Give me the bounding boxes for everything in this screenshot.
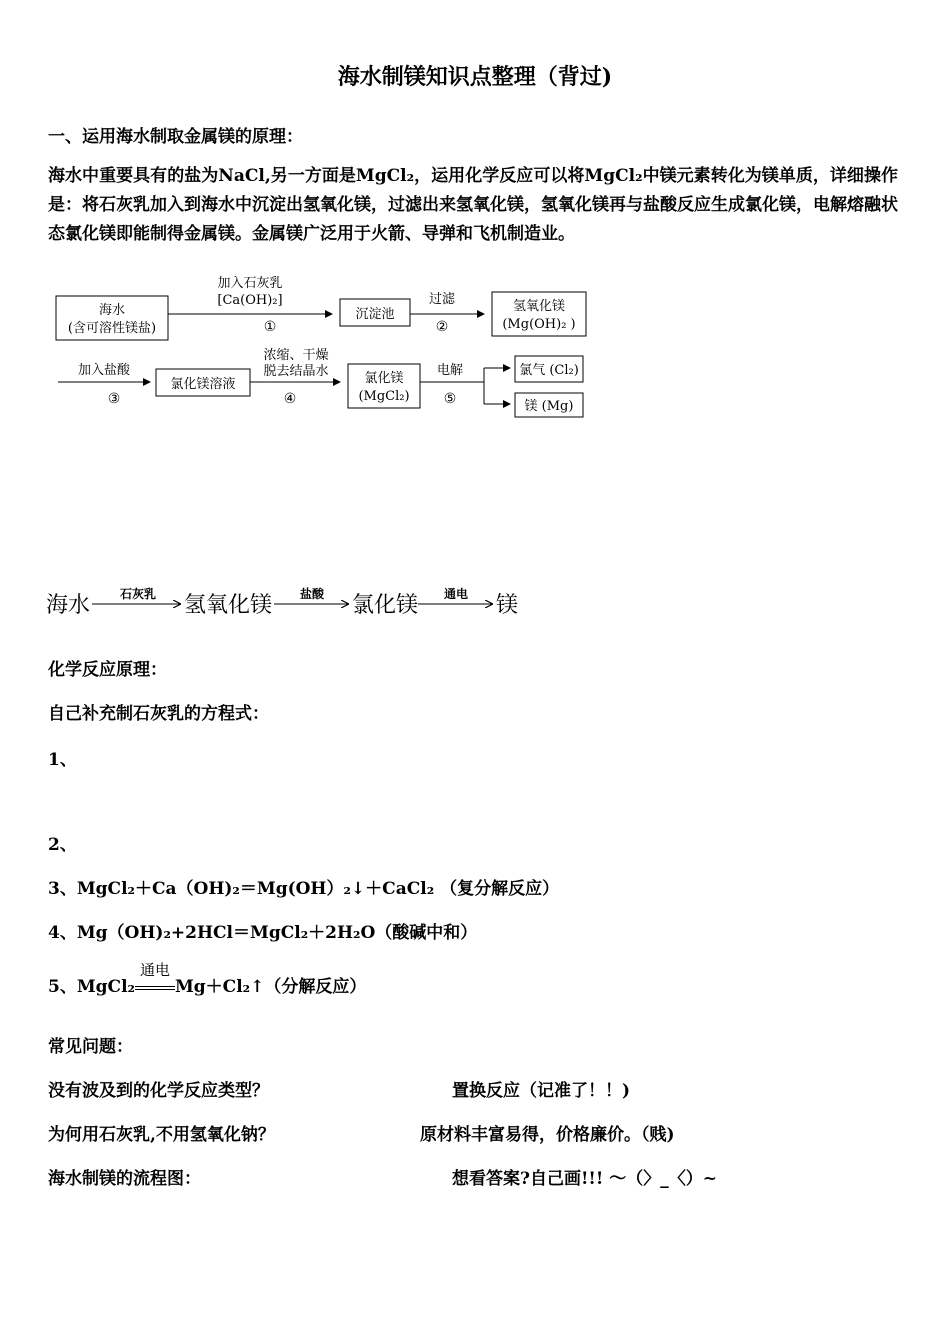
- faq-question-2: 为何用石灰乳,不用氢氧化钠？: [48, 1125, 275, 1145]
- faq-question-3: 海水制镁的流程图：: [48, 1169, 201, 1189]
- flow2-node-2: 氢氧化镁: [184, 593, 273, 618]
- box-mgoh-text-1: 氢氧化镁: [512, 299, 566, 314]
- arrow2-number: ②: [435, 319, 449, 335]
- arrow3-number: ③: [107, 391, 121, 407]
- equation-5-condition: [135, 961, 175, 997]
- box-seawater-text-2: (含可溶性镁盐): [67, 321, 157, 336]
- equation-5-condition-text: 通电: [139, 961, 170, 979]
- box-mgoh-text-2: (Mg(OH)₂ ): [502, 317, 576, 332]
- process-flow-diagram: [40, 270, 600, 430]
- equation-5-reactant: 5、MgCl₂: [48, 977, 135, 997]
- faq-heading: 常见问题：: [48, 1037, 133, 1057]
- box-mg-text: 镁 (Mg): [524, 399, 574, 414]
- box-mgcl-text-1: 氯化镁: [364, 371, 404, 386]
- arrow5-label: 电解: [436, 363, 464, 378]
- flow2-label-3: 通电: [443, 587, 469, 601]
- section2-heading: 化学反应原理：: [48, 660, 167, 680]
- flow2-node-4: 镁: [496, 593, 519, 618]
- equation-5-products: Mg＋Cl₂↑（分解反应）: [174, 977, 367, 997]
- equation-1: 1、: [48, 750, 77, 770]
- faq-question-1: 没有波及到的化学反应类型？: [48, 1081, 269, 1101]
- box-seawater-text-1: 海水: [98, 303, 126, 318]
- arrow5-number: ⑤: [443, 391, 457, 407]
- arrow2-label: 过滤: [428, 292, 456, 307]
- faq-answer-1: 置换反应（记准了！！): [452, 1081, 631, 1101]
- flow2-node-3: 氯化镁: [352, 593, 419, 618]
- flow2-label-2: 盐酸: [299, 587, 325, 601]
- arrow4-label-2: 脱去结晶水: [263, 364, 329, 379]
- equation-2: 2、: [48, 835, 77, 855]
- arrow4-label-1: 浓缩、干燥: [263, 348, 329, 363]
- box-mgcl-text-2: (MgCl₂): [358, 389, 410, 404]
- section1-heading: 一、运用海水制取金属镁的原理：: [48, 127, 303, 147]
- arrow1-label-1: 加入石灰乳: [217, 276, 283, 291]
- simplified-flow-diagram: [46, 580, 526, 624]
- box-settling-tank-text: 沉淀池: [355, 307, 395, 322]
- flow2-node-1: 海水: [46, 593, 91, 618]
- page-title: 海水制镁知识点整理（背过): [337, 64, 613, 90]
- arrow4-number: ④: [283, 391, 297, 407]
- section2-subheading: 自己补充制石灰乳的方程式：: [48, 704, 269, 724]
- box-solution-text: 氯化镁溶液: [170, 377, 236, 392]
- equation-3: 3、MgCl₂＋Ca（OH)₂＝Mg(OH）₂↓＋CaCl₂ （复分解反应）: [48, 879, 560, 899]
- flow2-label-1: 石灰乳: [119, 587, 157, 601]
- equation-4: 4、Mg（OH)₂+2HCl＝MgCl₂＋2H₂O（酸碱中和）: [48, 923, 478, 943]
- arrow1-label-2: [Ca(OH)₂]: [217, 293, 283, 308]
- arrow1-number: ①: [263, 319, 277, 335]
- section1-paragraph: 海水中重要具有的盐为NaCl,另一方面是MgCl₂，运用化学反应可以将MgCl₂中镁元素转化为镁单质，详细操作是：将石灰乳加入到海水中沉淀出氢氧化镁，过滤出来氢氧化镁，氢氧化镁再与盐酸反应生成氯化镁，电解熔融状态氯化镁即能制得金属镁。金属镁广泛用于火箭、导弹和飞机制造业。: [48, 166, 898, 244]
- arrow3-label: 加入盐酸: [77, 363, 131, 378]
- faq-answer-3: 想看答案?自己画!!! ～（〉_〈）~: [452, 1169, 718, 1189]
- faq-answer-2: 原材料丰富易得，价格廉价。（贱): [420, 1125, 675, 1145]
- box-cl2-text: 氯气 (Cl₂): [519, 363, 579, 378]
- equation-5: [48, 961, 367, 997]
